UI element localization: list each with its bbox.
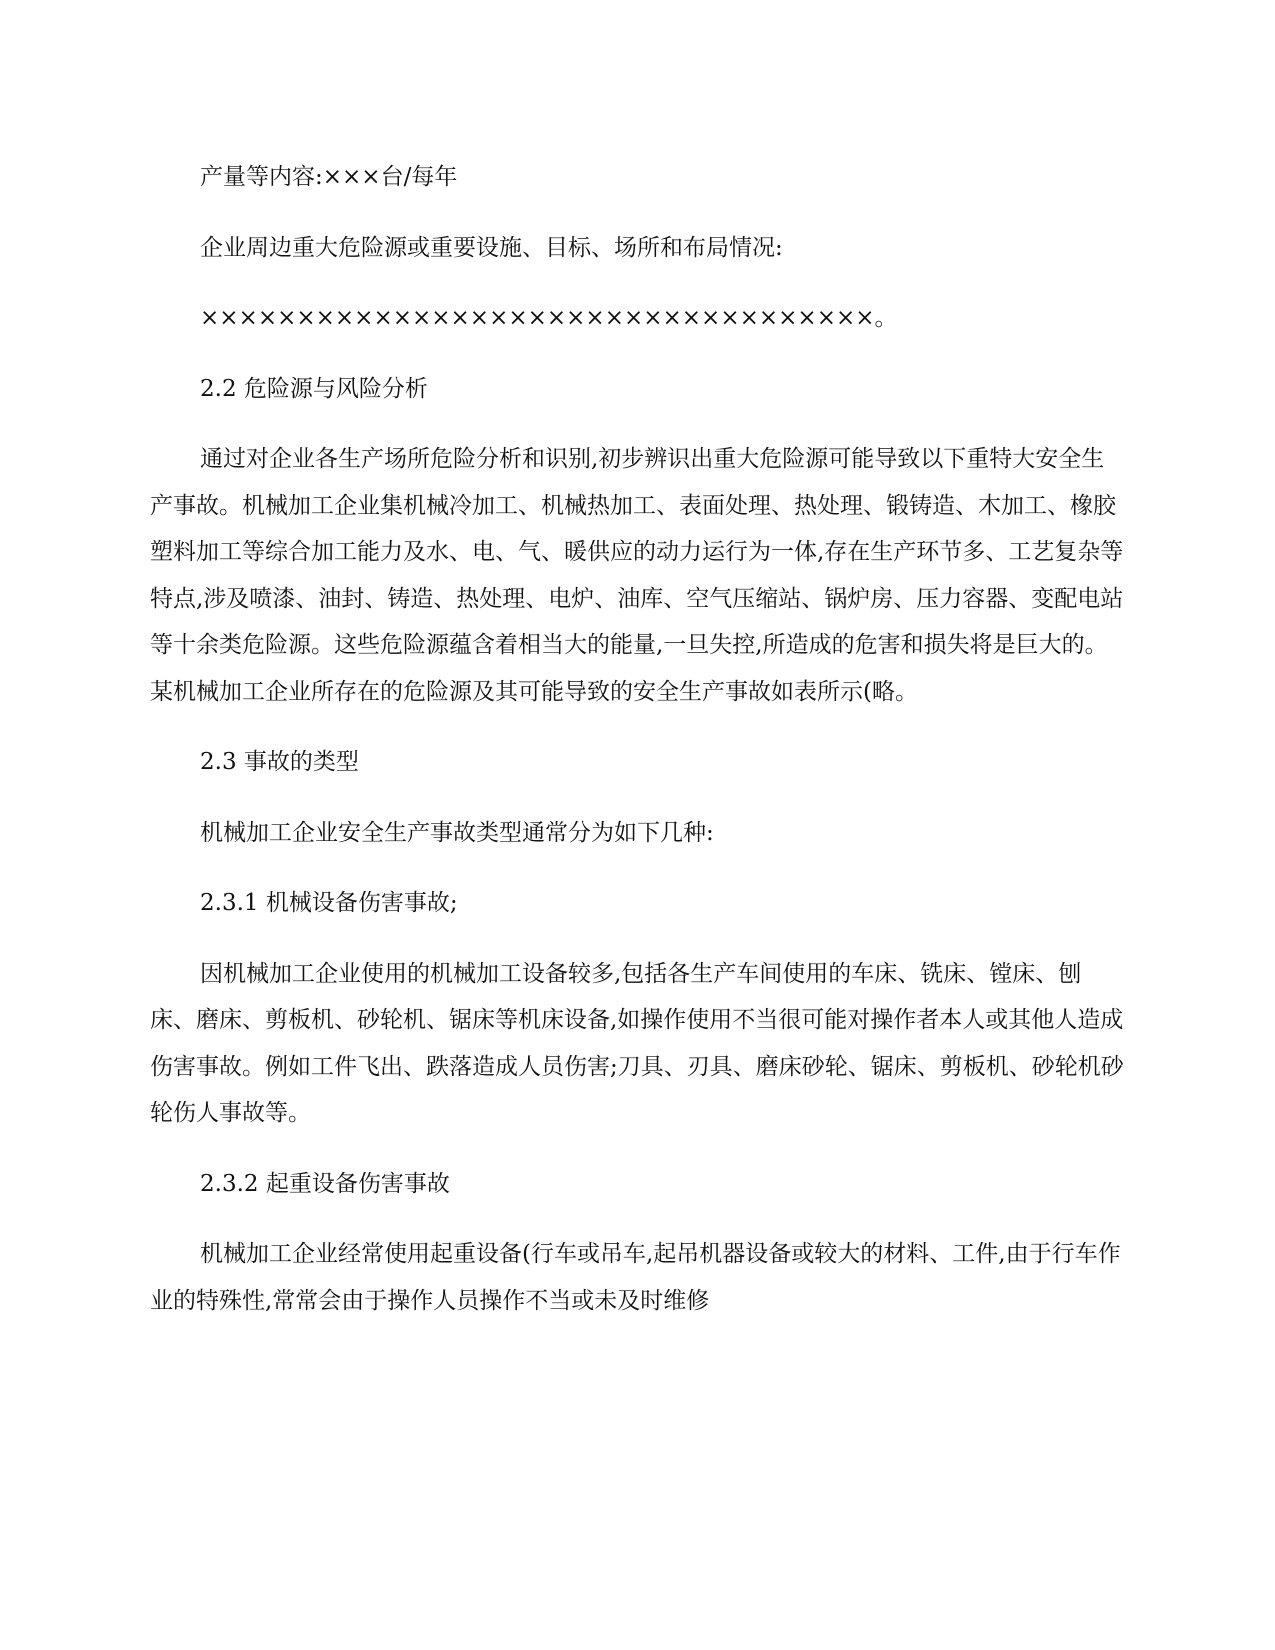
document-body	[150, 154, 1125, 1348]
section-heading-2-3-2: 2.3.2 起重设备伤害事故	[200, 1170, 450, 1197]
paragraph-surroundings: 企业周边重大危险源或重要设施、目标、场所和布局情况:	[200, 234, 783, 261]
paragraph-production-capacity: 产量等内容:×××台/每年	[200, 164, 458, 190]
paragraph-placeholder-marks: ×××××××××××××××××××××××××××××××××××。	[200, 305, 898, 331]
paragraph-machinery-injury: 因机械加工企业使用的机械加工设备较多,包括各生产车间使用的车床、铣床、镗床、刨床、磨床、剪板机、砂轮机、锯床等机床设备,如操作使用不当很可能对操作者本人或其他人造成伤害事故。例如工件飞出、跌落造成人员伤害;刀具、刃具、磨床砂轮、锯床、剪板机、砂轮机砂轮伤人事故等。	[150, 960, 1124, 1126]
section-heading-2-3-1: 2.3.1 机械设备伤害事故;	[200, 890, 458, 916]
section-heading-2-3: 2.3 事故的类型	[200, 749, 359, 775]
paragraph-lifting-equipment: 机械加工企业经常使用起重设备(行车或吊车,起吊机器设备或较大的材料、工件,由于行车作业的特殊性,常常会由于操作人员操作不当或未及时维修	[150, 1241, 1121, 1314]
paragraph-hazard-analysis: 通过对企业各生产场所危险分析和识别,初步辨识出重大危险源可能导致以下重特大安全生产事故。机械加工企业集机械冷加工、机械热加工、表面处理、热处理、锻铸造、木加工、橡胶塑料加工等综合加工能力及水、电、气、暖供应的动力运行为一体,存在生产环节多、工艺复杂等特点,涉及喷漆、油封、铸造、热处理、电炉、油库、空气压缩站、锅炉房、压力容器、变配电站等十余类危险源。这些危险源蕴含着相当大的能量,一旦失控,所造成的危害和损失将是巨大的。某机械加工企业所存在的危险源及其可能导致的安全生产事故如表所示(略。	[150, 446, 1124, 705]
section-heading-2-2: 2.2 危险源与风险分析	[200, 375, 428, 402]
paragraph-accident-types-intro: 机械加工企业安全生产事故类型通常分为如下几种:	[200, 819, 714, 846]
